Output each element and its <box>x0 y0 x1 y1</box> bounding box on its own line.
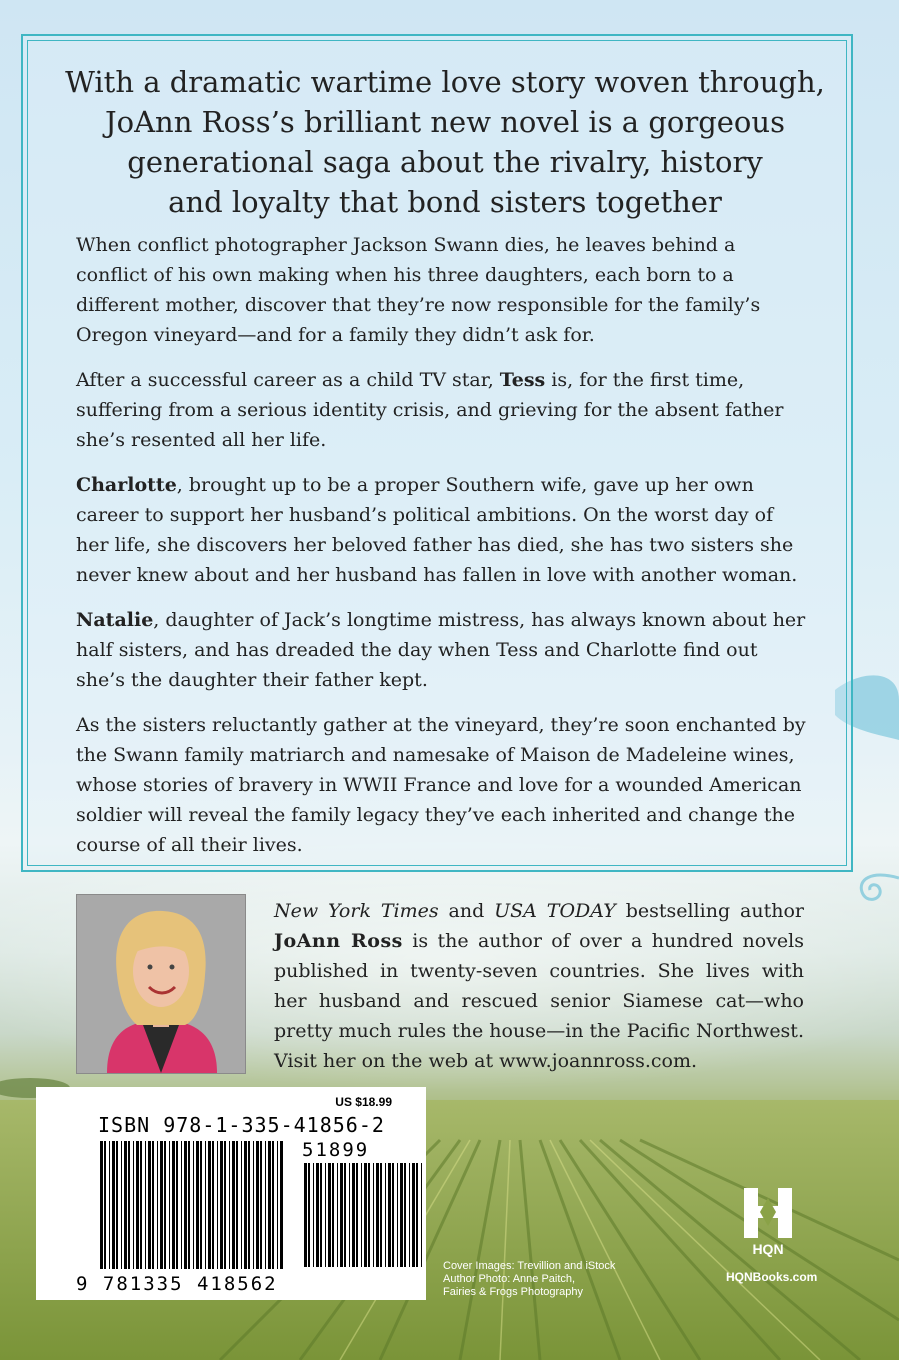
barcode-bar <box>232 1141 235 1269</box>
barcode-bar <box>121 1141 122 1269</box>
author-photo <box>76 894 246 1074</box>
barcode-bar <box>140 1141 142 1269</box>
barcode-bar <box>217 1141 218 1269</box>
barcode-bar <box>328 1163 331 1267</box>
barcode-bar <box>104 1141 106 1269</box>
blurb-body <box>76 230 806 875</box>
barcode-bar <box>400 1163 403 1267</box>
barcode-bar <box>184 1141 187 1269</box>
barcode-bar <box>368 1163 370 1267</box>
barcode-bar <box>148 1141 151 1269</box>
barcode-bar <box>308 1163 310 1267</box>
barcode-bar <box>316 1163 319 1267</box>
barcode-bar <box>205 1141 206 1269</box>
barcode-bar <box>181 1141 182 1269</box>
blurb-text: , brought up to be a proper Southern wife, gave up her own career to support her husband’s political ambitions. On the worst day of her life, she discovers her beloved father has died, she has two sisters she never knew about and her husband has fallen in love with another woman. <box>76 474 798 586</box>
barcode-bar <box>361 1163 362 1267</box>
barcode-bar <box>392 1163 394 1267</box>
addon-digits: 51899 <box>302 1139 370 1161</box>
barcode-bar <box>397 1163 398 1267</box>
barcode-bar <box>196 1141 199 1269</box>
blurb-text: is, for the first time, suffering from a serious identity crisis, and grieving for the absent father she’s resented all her life. <box>76 369 784 451</box>
nyt-title: New York Times <box>274 900 439 922</box>
credit-line: Author Photo: Anne Paitch, <box>443 1273 576 1285</box>
barcode-bar <box>265 1141 266 1269</box>
barcode-bar <box>388 1163 391 1267</box>
barcode-bar <box>416 1163 418 1267</box>
barcode-bar <box>157 1141 158 1269</box>
barcode-bar <box>320 1163 322 1267</box>
headline-line: With a dramatic wartime love story woven through, <box>65 65 825 99</box>
publisher-url: HQNBooks.com <box>726 1270 818 1284</box>
blurb-paragraph <box>76 365 806 455</box>
blurb-text: After a successful career as a child TV star, <box>76 369 500 391</box>
barcode-bar <box>208 1141 211 1269</box>
barcode-bar <box>385 1163 386 1267</box>
hqn-logo-text: HQN <box>752 1241 784 1257</box>
barcode-bar <box>404 1163 406 1267</box>
character-name: Charlotte <box>76 474 177 496</box>
barcode-bar <box>229 1141 230 1269</box>
barcode-bar <box>421 1163 422 1267</box>
barcode-bar <box>224 1141 226 1269</box>
barcode-bar <box>109 1141 110 1269</box>
barcode-bar <box>256 1141 259 1269</box>
barcode-bar <box>313 1163 314 1267</box>
price: US $18.99 <box>335 1095 392 1109</box>
barcode-bar <box>200 1141 202 1269</box>
headline <box>40 62 850 222</box>
barcode-bar <box>116 1141 118 1269</box>
blurb-text: , daughter of Jack’s longtime mistress, has always known about her half sisters, and has dreaded the day when Tess and Charlotte find out she’s the daughter their father kept. <box>76 609 806 691</box>
bio-text: and <box>438 900 495 922</box>
ean-digits: 9 781335 418562 <box>76 1273 278 1295</box>
barcode-bar <box>349 1163 350 1267</box>
barcode-bar <box>176 1141 178 1269</box>
barcode-bar <box>145 1141 146 1269</box>
barcode-bar <box>244 1141 247 1269</box>
barcode-bar <box>112 1141 115 1269</box>
barcode-bar <box>169 1141 170 1269</box>
blurb-paragraph: When conflict photographer Jackson Swann dies, he leaves behind a conflict of his own making when his three daughters, each born to a different mother, discover that they’re now responsible for the family’s Oregon vineyard—and for a family they didn’t ask for. <box>76 234 761 346</box>
usa-today-title: USA TODAY <box>494 900 616 922</box>
barcode-bar <box>220 1141 223 1269</box>
barcode-bar <box>128 1141 130 1269</box>
barcode-bar <box>136 1141 139 1269</box>
barcode-bar <box>356 1163 358 1267</box>
headline-line: and loyalty that bond sisters together <box>168 185 722 219</box>
character-name: Tess <box>499 369 546 391</box>
author-name: JoAnn Ross <box>274 930 403 952</box>
barcode-bar <box>100 1141 103 1269</box>
barcode-bar <box>325 1163 326 1267</box>
author-bio <box>274 896 804 1076</box>
barcode-bar <box>337 1163 338 1267</box>
barcode-bars <box>36 1087 426 1300</box>
barcode-bar <box>124 1141 127 1269</box>
bio-text: bestselling author <box>615 900 804 922</box>
barcode-bar <box>172 1141 175 1269</box>
barcode-bar <box>373 1163 374 1267</box>
barcode-bar <box>380 1163 382 1267</box>
barcode-bar <box>248 1141 250 1269</box>
headline-line: JoAnn Ross’s brilliant new novel is a gorgeous <box>105 105 785 139</box>
bio-text: is the author of over a hundred novels published in twenty-seven countries. She lives with her husband and rescued senior Siamese cat—who pretty much rules the house—in the Pacific Northwest. Visit her on the web at www.joannross.com. <box>274 930 804 1072</box>
barcode-bar <box>268 1141 271 1269</box>
barcode-bar <box>188 1141 190 1269</box>
barcode-bar <box>277 1141 278 1269</box>
barcode-bar <box>376 1163 379 1267</box>
barcode-bar <box>152 1141 154 1269</box>
barcode-bar <box>133 1141 134 1269</box>
barcode-bar <box>412 1163 415 1267</box>
barcode-bar <box>212 1141 214 1269</box>
barcode-bar <box>164 1141 166 1269</box>
barcode-bar <box>364 1163 367 1267</box>
hqn-logo-icon <box>740 1186 796 1258</box>
barcode-panel <box>36 1087 426 1300</box>
blurb-paragraph <box>76 605 806 695</box>
credit-line: Fairies & Frogs Photography <box>443 1286 584 1298</box>
barcode-bar <box>236 1141 238 1269</box>
blurb-paragraph: As the sisters reluctantly gather at the vineyard, they’re soon enchanted by the Swann family matriarch and namesake of Maison de Madeleine wines, whose stories of bravery in WWII France and love for a wounded American soldier will reveal the family legacy they’ve each inherited and change the course of all their lives. <box>76 714 806 856</box>
credit-line: Cover Images: Trevillion and iStock <box>443 1260 616 1272</box>
blurb-paragraph <box>76 470 806 590</box>
photo-credits <box>443 1260 615 1299</box>
barcode-bar <box>160 1141 163 1269</box>
barcode-bar <box>253 1141 254 1269</box>
barcode-bar <box>272 1141 274 1269</box>
barcode-bar <box>280 1141 283 1269</box>
barcode-bar <box>260 1141 262 1269</box>
barcode-bar <box>340 1163 343 1267</box>
barcode-bar <box>332 1163 334 1267</box>
barcode-bar <box>193 1141 194 1269</box>
barcode-bar <box>352 1163 355 1267</box>
barcode-bar <box>304 1163 307 1267</box>
headline-line: generational saga about the rivalry, history <box>127 145 763 179</box>
character-name: Natalie <box>76 609 154 631</box>
barcode-bar <box>241 1141 242 1269</box>
barcode-bar <box>344 1163 346 1267</box>
barcode-bar <box>409 1163 410 1267</box>
isbn-text: ISBN 978-1-335-41856-2 <box>98 1113 385 1137</box>
